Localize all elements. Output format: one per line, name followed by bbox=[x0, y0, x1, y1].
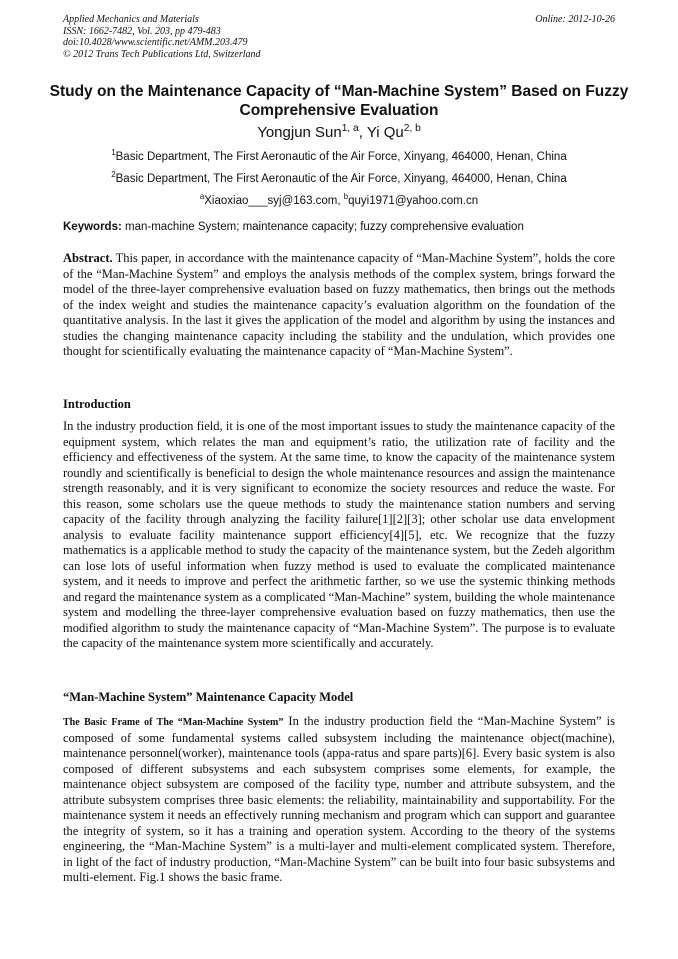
email-address[interactable]: quyi1971@yahoo.com.cn bbox=[348, 195, 479, 207]
model-section-paragraph bbox=[63, 714, 615, 886]
affiliation-superscript: 1 bbox=[111, 148, 116, 158]
introduction-paragraph: In the industry production field, it is one of the most important issues to study the maintenance capacity of the equipment system, which relates the man and equipment’s ratio, the utilization rate of facility and the efficiency and effectiveness of the system. At the same time, to know the capacity of the maintenance system roundly and scientifically is beneficial to design the whole maintenance resources and assign the maintenance strength reasonably, and it is very significant to economize the society resources and reduce the waste. For this reason, some scholars use the queue methods to study the maintenance station numbers and serving capacity of the facility through analyzing the facility failure[1][2][3]; other scholar use data envelopment analysis to evaluate facility maintenance support efficiency[4][5], etc. We recognize that the fuzzy mathematics is a applicable method to study the capacity of the maintenance system, but the Zedeh algorithm can lose lots of useful information when fuzzy method is used to evaluate the complicated maintenance system, and it needs to improve and perfect the arithmetic farther, so we use the systemic thinking methods and regard the maintenance system as a complicated “Man-Machine” system, building the whole maintenance system and modelling the three-layer comprehensive evaluation based on fuzzy mathematics, then use the modified algorithm to study the maintenance capacity of “Man-Machine System”. The purpose is to evaluate the capacity of the maintenance system more scientifically and accurately. bbox=[63, 419, 615, 650]
author-separator: , bbox=[358, 124, 367, 141]
keywords-text: man-machine System; maintenance capacity; fuzzy comprehensive evaluation bbox=[121, 221, 524, 233]
email-superscript: a bbox=[199, 192, 205, 202]
author-name: Yongjun Sun bbox=[257, 124, 342, 141]
affiliation bbox=[30, 150, 648, 164]
email-address[interactable]: Xiaoxiao___syj@163.com, bbox=[204, 195, 344, 207]
introduction-heading: Introduction bbox=[63, 397, 131, 411]
model-section-text: In the industry production field the “Man-Machine System” is composed of some fundamental systems called subsystem including the maintenance object(machine), maintenance personnel(worker), maintenance tools (appa-ratus and spare parts)[6]. Every basic system is also composed of different subsystems and each subsystem comprises some elements, for example, the maintenance object subsystem are composed of the facility type, number and attribute subsystem, and the attribute subsystem comprises three basic elements: the reliability, maintainability and supportability. For the maintenance system it needs an effectively running mechanism and program which can support and guarantee the integrity of system, so it has a training and operation system. According to the theory of the systems engineering, the “Man-Machine System” is a multi-layer and multi-element complicated system. Therefore, in light of the fact of industry production, “Man-Machine System” can be built into four basic subsystems and multi-element. Fig.1 shows the basic frame. bbox=[63, 714, 615, 884]
affiliation bbox=[30, 172, 648, 186]
author-list bbox=[40, 124, 638, 142]
model-section-heading: “Man-Machine System” Maintenance Capacity Model bbox=[63, 690, 354, 704]
doi-line: doi:10.4028/www.scientific.net/AMM.203.479 bbox=[63, 37, 248, 48]
subsection-label: The Basic Frame of The “Man-Machine System” bbox=[63, 717, 284, 728]
keywords-label: Keywords: bbox=[63, 221, 122, 233]
journal-header bbox=[63, 14, 615, 60]
author-superscript: 1, a bbox=[341, 123, 359, 134]
issn-line: ISSN: 1662-7482, Vol. 203, pp 479-483 bbox=[63, 25, 221, 37]
email-superscript: b bbox=[343, 192, 349, 202]
journal-name: Applied Mechanics and Materials bbox=[63, 14, 199, 25]
abstract-text: This paper, in accordance with the maintenance capacity of “Man-Machine System”, holds the core of the “Man-Machine System” and employs the analysis methods of the complex system, brings forward the model of the three-layer comprehensive evaluation based on fuzzy mathematics, then brings out the methods of the index weight and studies the maintenance capacity’s evaluation algorithm on the foundation of the quantitative analysis. In the last it gives the application of the model and algorithm by using the instances and studies the changing maintenance capacity including the stability and the undulation, which provides one thought for scientifically evaluating the maintenance capacity of “Man-Machine System”. bbox=[63, 251, 615, 358]
affiliation-text: Basic Department, The First Aeronautic of the Air Force, Xinyang, 464000, Henan, China bbox=[115, 151, 567, 163]
abstract-paragraph bbox=[63, 251, 615, 360]
abstract-label: Abstract. bbox=[63, 251, 113, 265]
author-superscript: 2, b bbox=[403, 123, 421, 134]
author-name: Yi Qu bbox=[366, 124, 404, 141]
online-date: Online: 2012-10-26 bbox=[535, 14, 615, 25]
affiliation-text: Basic Department, The First Aeronautic of the Air Force, Xinyang, 464000, Henan, China bbox=[115, 173, 567, 185]
email-line bbox=[30, 194, 648, 208]
copyright-line: © 2012 Trans Tech Publications Ltd, Switzerland bbox=[63, 48, 261, 60]
keywords bbox=[63, 220, 615, 234]
paper-title: Study on the Maintenance Capacity of “Man-Machine System” Based on Fuzzy Comprehensive Evaluation bbox=[49, 83, 629, 119]
affiliation-superscript: 2 bbox=[111, 170, 116, 180]
